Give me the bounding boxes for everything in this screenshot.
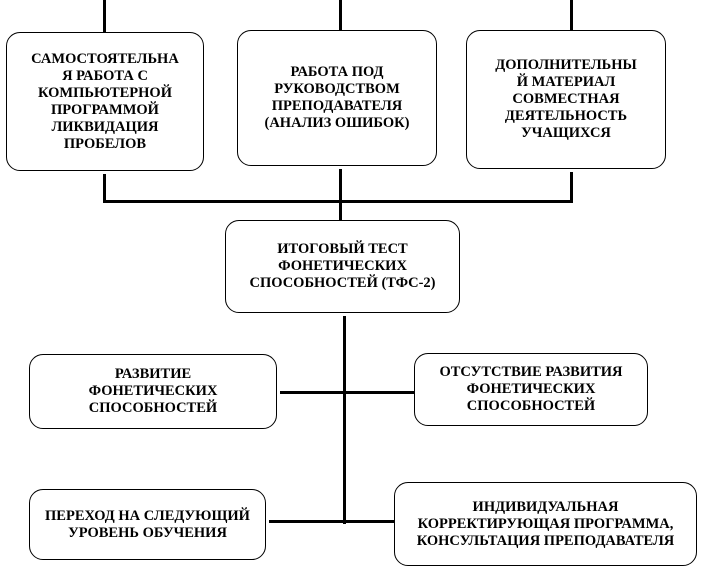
merge-bus-top	[103, 200, 573, 203]
no-development-box: ОТСУТСТВИЕ РАЗВИТИЯ ФОНЕТИЧЕСКИХ СПОСОБНОСТЕЙ	[414, 353, 648, 426]
extra-material-box: ДОПОЛНИТЕЛЬНЫ Й МАТЕРИАЛ СОВМЕСТНАЯ ДЕЯТЕЛЬНОСТЬ УЧАЩИХСЯ	[466, 30, 666, 169]
top-incoming-line-center	[339, 0, 342, 30]
drop-line-right	[570, 168, 573, 202]
drop-line-center	[339, 165, 342, 220]
top-incoming-line-right	[570, 0, 573, 30]
branch-line-bottom	[265, 520, 395, 523]
development-box: РАЗВИТИЕ ФОНЕТИЧЕСКИХ СПОСОБНОСТЕЙ	[29, 354, 277, 429]
self-study-box: САМОСТОЯТЕЛЬНА Я РАБОТА С КОМПЬЮТЕРНОЙ ПРОГРАММОЙ ЛИКВИДАЦИЯ ПРОБЕЛОВ	[6, 32, 204, 171]
top-incoming-line-left	[103, 0, 106, 32]
final-test-box: ИТОГОВЫЙ ТЕСТ ФОНЕТИЧЕСКИХ СПОСОБНОСТЕЙ (ТФС-2)	[225, 220, 460, 313]
correction-program-box: ИНДИВИДУАЛЬНАЯ КОРРЕКТИРУЮЩАЯ ПРОГРАММА, КОНСУЛЬТАЦИЯ ПРЕПОДАВАТЕЛЯ	[394, 482, 697, 566]
supervised-work-box: РАБОТА ПОД РУКОВОДСТВОМ ПРЕПОДАВАТЕЛЯ (АНАЛИЗ ОШИБОК)	[237, 30, 437, 166]
trunk-line	[343, 312, 346, 524]
drop-line-left	[103, 170, 106, 202]
next-level-box: ПЕРЕХОД НА СЛЕДУЮЩИЙ УРОВЕНЬ ОБУЧЕНИЯ	[29, 489, 266, 560]
branch-line-middle	[277, 391, 415, 394]
